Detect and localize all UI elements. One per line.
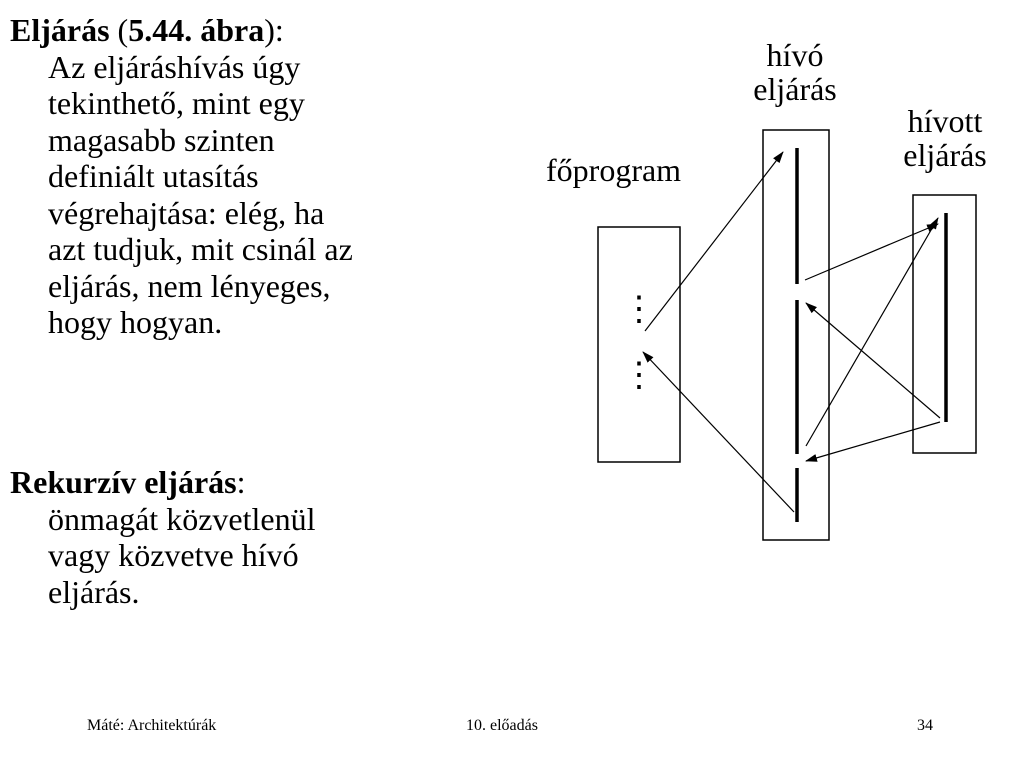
open-paren: ( <box>109 12 129 48</box>
body-line: hogy hogyan. <box>48 304 223 340</box>
called-procedure-label <box>890 104 1000 172</box>
body-line: végrehajtása: elég, ha <box>48 194 325 231</box>
body-line: eljárás, nem lényeges, <box>48 267 331 304</box>
footer-lecture: 10. előadás <box>466 717 538 734</box>
body-line: definiált utasítás <box>48 158 259 194</box>
called-label-line: hívott <box>907 103 983 139</box>
return-arrow-called-to-caller <box>806 303 940 418</box>
close-paren-colon: ): <box>264 12 284 48</box>
term-eljaras: Eljárás <box>10 12 110 48</box>
main-program-dots-top: ⋮ <box>622 291 656 328</box>
body-line: azt tudjuk, mit csinál az <box>48 231 353 267</box>
main-program-dots-bottom: ⋮ <box>622 357 656 394</box>
footer-page-number: 34 <box>917 717 933 734</box>
footer-author: Máté: Architektúrák <box>87 717 217 734</box>
body-line: magasabb szinten <box>48 121 275 158</box>
figure-reference: 5.44. ábra <box>128 12 265 48</box>
body-line: Az eljáráshívás úgy <box>48 48 301 85</box>
called-label-line: eljárás <box>903 137 987 173</box>
main-program-box <box>598 227 680 462</box>
caller-label-line: hívó <box>766 37 824 73</box>
body-line: eljárás. <box>48 573 140 610</box>
body-line: önmagát közvetlenül <box>48 500 316 537</box>
colon: : <box>236 464 246 500</box>
term-rekurziv: Rekurzív eljárás <box>10 464 237 500</box>
body-line: vagy közvetve hívó <box>48 537 299 573</box>
return-arrow-called-to-caller <box>806 422 940 461</box>
main-program-label: főprogram <box>546 152 682 188</box>
caller-procedure-label <box>740 38 850 106</box>
caller-label-line: eljárás <box>753 71 837 107</box>
body-line: tekinthető, mint egy <box>48 85 305 121</box>
return-arrow-caller-to-main <box>643 352 794 512</box>
